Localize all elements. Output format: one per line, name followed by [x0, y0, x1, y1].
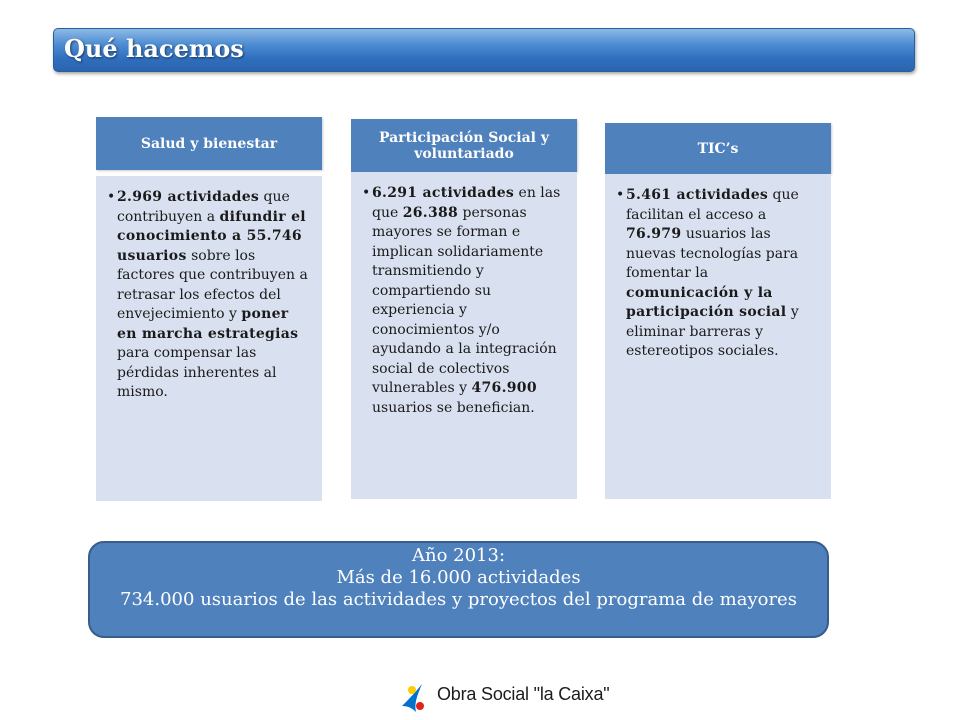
logo-text: Obra Social "la Caixa"	[437, 684, 610, 704]
card-header-participacion	[351, 119, 577, 172]
card-header-label: Salud y bienestar	[140, 135, 278, 152]
card-header-tics	[605, 123, 831, 174]
summary-activities: Más de 16.000 actividades	[336, 567, 581, 588]
card-header-label: Participación Social y voluntariado	[378, 129, 549, 162]
summary-box	[88, 541, 829, 638]
highlight-text: 6.291 actividades	[372, 185, 515, 201]
card-header-label: TIC’s	[697, 140, 739, 157]
highlight-text: 2.969 actividades	[117, 189, 260, 205]
highlight-text: 76.979	[626, 226, 682, 242]
highlight-text: poner en marcha estrategias	[117, 306, 299, 342]
body-text: para compensar las pérdidas inherentes al mismo.	[117, 345, 277, 400]
card-body-tics	[605, 174, 831, 499]
body-text: sobre los factores que contribuyen a retrasar los efectos del envejecimiento y	[117, 247, 308, 322]
la-caixa-star-icon	[398, 676, 434, 716]
la-caixa-logo	[398, 676, 628, 716]
body-text: que facilitan el acceso a	[626, 187, 799, 223]
card-bullet	[626, 186, 817, 362]
highlight-text: comunicación y la participación social	[626, 284, 787, 320]
body-text: que contribuyen a	[117, 189, 290, 225]
card-bullet	[117, 188, 308, 403]
body-text: personas mayores se forman e implican solidariamente transmitiendo y compartiendo su experiencia y conocimientos y/o ayudando a la integración social de colectivos vulnerables y	[372, 204, 557, 396]
body-text: y eliminar barreras y estereotipos sociales.	[626, 304, 799, 359]
body-text: en las que	[372, 185, 561, 221]
highlight-text: 5.461 actividades	[626, 187, 769, 203]
summary-users: 734.000 usuarios de las actividades y proyectos del programa de mayores	[120, 589, 797, 610]
card-body-participacion	[351, 172, 577, 499]
highlight-text: difundir el conocimiento a 55.746 usuarios	[117, 208, 306, 264]
highlight-text: 476.900	[471, 380, 537, 396]
title-banner	[53, 28, 915, 72]
card-body-salud	[96, 176, 322, 501]
page-title: Qué hacemos	[64, 34, 244, 63]
card-bullet	[372, 184, 563, 418]
summary-year: Año 2013:	[411, 545, 506, 566]
body-text: usuarios se benefician.	[372, 399, 535, 416]
highlight-text: 26.388	[402, 204, 459, 221]
body-text: usuarios las nuevas tecnologías para fomentar la	[626, 226, 799, 281]
card-header-salud	[96, 117, 322, 170]
